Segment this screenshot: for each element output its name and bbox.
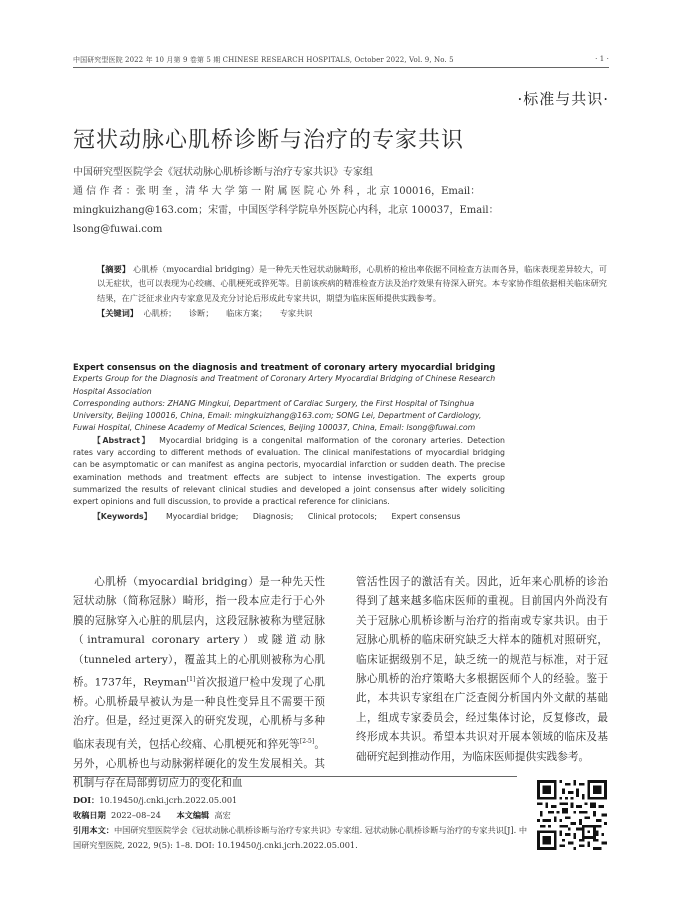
received-tag: 收稿日期 <box>73 810 106 820</box>
article-title-en: Expert consensus on the diagnosis and treatment of coronary artery myocardial bridging <box>73 362 496 372</box>
cite-text: 中国研究型医院学会《冠状动脉心肌桥诊断与治疗专家共识》专家组. 冠状动脉心肌桥诊断与治疗的专家共识[J]. 中国研究型医院, 2022, 9(5): 1–8. DOI: 10.19450/j.cnki.jcrh.2022.05.001. <box>73 825 528 850</box>
corresponding-authors-en: Corresponding authors: ZHANG Mingkui, Department of Cardiac Surgery, the First Hospital of Tsinghua University, Beijing 100016, China, Email: mingkuizhang@163.com; SONG Lei, Department of Cardiology, Fuwai Hospital, Chinese Academy of Medical Sciences, Beijing 100037, China, Email: lsong@fuwai.com <box>73 398 482 433</box>
abstract-en-tag: 【Abstract】 <box>93 435 152 445</box>
abstract-cn-text: 心肌桥（myocardial bridging）是一种先天性冠状动脉畸形，心肌桥的检出率依据不同检查方法而各异，临床表现差异较大，可以无症状，也可以表现为心绞痛、心肌梗死或猝死等。目前该疾病的精准检查方法及治疗效果有待深入研究。本专家协作组依据相关临床研究结果，在广泛征求业内专家意见及充分讨论后形成此专家共识，期望为临床医师提供实践参考。 <box>97 264 607 303</box>
qr-code-icon[interactable] <box>537 780 607 850</box>
doi-value[interactable]: 10.19450/j.cnki.jcrh.2022.05.001 <box>99 795 238 805</box>
authors-line: 通 信 作 者 ：张 明 奎 ，清 华 大 学 第 一 附 属 医 院 心 外 科 ，北 京 100016，Email： <box>73 186 481 197</box>
editor-tag: 本文编辑 <box>176 810 210 820</box>
body-text: 。另外，心肌桥也与动脉粥样硬化的发生发展相关。其机制与存在局部剪切应力的变化和血 <box>73 738 326 790</box>
keyword-cn: 临床方案； <box>226 307 268 318</box>
body-paragraph: 管活性因子的激活有关。因此，近年来心肌桥的诊治得到了越来越多临床医师的重视。目前国内外尚没有关于冠脉心肌桥诊断与治疗的指南或专家共识。由于冠脉心肌桥的临床研究缺乏大样本的随机对照研究，临床证据级别不足，缺乏统一的规范与标准，对于冠脉心肌桥的治疗策略大多根据医师个人的经验。鉴于此，本共识专家组在广泛查阅分析国内外文献的基础上，组成专家委员会，经过集体讨论，反复修改，最终形成本共识。希望本共识对开展本领域的临床及基础研究起到推动作用，为临床医师提供实践参考。 <box>356 576 608 763</box>
keywords-cn <box>97 306 607 320</box>
keyword-cn: 诊断； <box>188 307 214 318</box>
body-text: 首次报道尸检中发现了心肌桥。心肌桥最早被认为是一种良性变异且不需要干预治疗。但是，经过更深入的研究发现，心肌桥与多种临床表现有关，包括心绞痛、心肌梗死和猝死等 <box>73 676 326 751</box>
doi-tag: DOI： <box>73 795 100 805</box>
body-column-right <box>356 573 608 767</box>
editor-name: 高宏 <box>214 810 231 820</box>
body-column-left <box>73 573 325 794</box>
cite-tag: 引用本文： <box>73 825 114 835</box>
experts-group-en: Experts Group for the Diagnosis and Treatment of Coronary Artery Myocardial Bridging of Chinese Research Hospital Association <box>73 374 496 396</box>
english-abstract-block <box>73 361 505 523</box>
reference-marker[interactable]: [2-5] <box>299 737 315 745</box>
abstract-cn-tag: 【摘要】 <box>97 264 131 274</box>
abstract-cn <box>97 262 607 320</box>
keyword-cn: 专家共识 <box>279 307 313 318</box>
body-paragraph <box>73 573 325 794</box>
footnote-rule <box>73 776 517 777</box>
running-head-text: 中国研究型医院 2022 年 10 月第 9 卷第 5 期 CHINESE RESEARCH HOSPITALS, October 2022, Vol. 9, No. 5 <box>73 56 454 64</box>
keywords-en-tag: 【Keywords】 <box>93 511 152 521</box>
keyword-en: Myocardial bridge; <box>165 511 239 521</box>
body-text: 心肌桥（myocardial bridging）是一种先天性冠状动脉（简称冠脉）畸形，指一段本应走行于心外膜的冠脉穿入心脏的肌层内，这段冠脉被称为壁冠脉（intramural coronary artery）或隧道动脉（tunneled artery），覆盖其上的心肌则被称为心肌桥。1737年，Reyman <box>73 576 325 689</box>
abstract-en-text: Myocardial bridging is a congenital malformation of the coronary arteries. Detection rates vary according to different methods of evaluation. The clinical manifestations of myocardial bridging can be asymptomatic or can manifest as angina pectoris, myocardial infarction or sudden death. The precise examination methods and treatment effects are subject to intense investigation. The experts group summarized the results of relevant clinical studies and developed a joint consensus after widely soliciting expert opinions and full discussion, to provide a practical reference for clinicians. <box>73 435 505 507</box>
authors-cn <box>73 163 613 239</box>
page-number: · 1 · <box>595 55 609 63</box>
column-label: ·标准与共识· <box>517 90 609 108</box>
reference-marker[interactable]: [1] <box>186 676 196 684</box>
running-head <box>73 55 609 65</box>
keywords-cn-tag: 【关键词】 <box>97 307 138 318</box>
header-rule <box>73 67 609 68</box>
received-date: 2022–08–24 <box>110 810 161 820</box>
authors-line: 中国研究型医院学会《冠状动脉心肌桥诊断与治疗专家共识》专家组 <box>73 167 373 178</box>
abstract-en <box>73 435 505 509</box>
authors-line: mingkuizhang@163.com；宋雷，中国医学科学院阜外医院心内科，北京 100037，Email： <box>73 205 499 216</box>
keyword-en: Expert consensus <box>391 511 461 521</box>
keyword-en: Diagnosis; <box>252 511 294 521</box>
keyword-cn: 心肌桥； <box>143 307 177 318</box>
keyword-en: Clinical protocols; <box>307 511 378 521</box>
article-title-cn: 冠状动脉心肌桥诊断与治疗的专家共识 <box>73 128 465 153</box>
footnotes <box>73 793 535 853</box>
authors-line: lsong@fuwai.com <box>73 224 163 235</box>
keywords-en <box>73 511 505 523</box>
